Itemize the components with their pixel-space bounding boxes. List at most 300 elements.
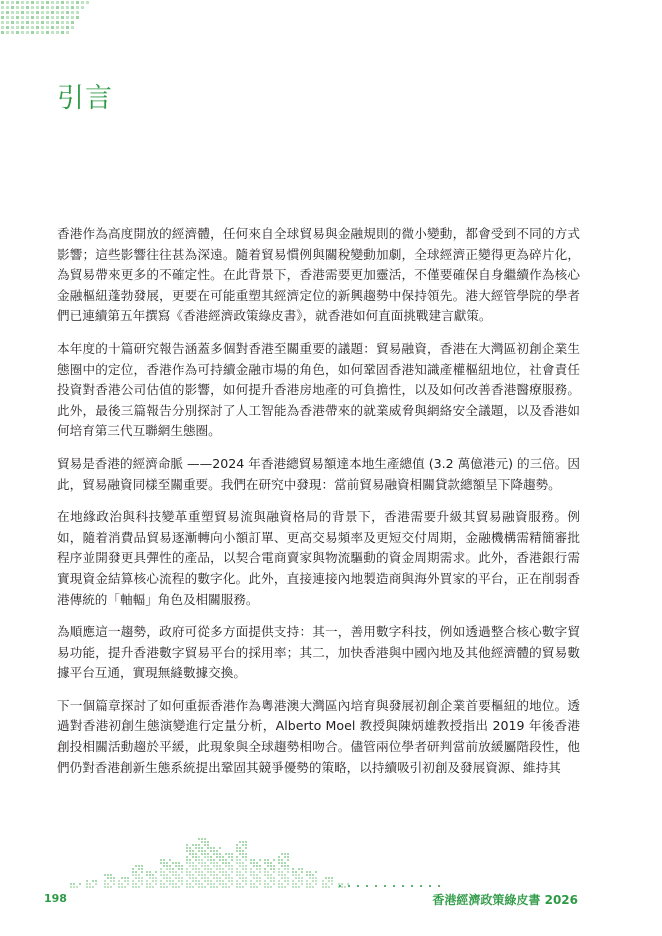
decorative-dot — [228, 856, 230, 858]
decorative-dot — [201, 874, 203, 876]
decorative-dot — [259, 880, 261, 882]
decorative-dot — [281, 871, 283, 873]
leader-dot — [420, 885, 422, 887]
decorative-dot — [245, 859, 247, 861]
decorative-dot — [79, 883, 81, 885]
decorative-dot — [253, 877, 255, 879]
decorative-dot — [216, 865, 218, 867]
decorative-dot — [6, 6, 9, 9]
decorative-dot — [113, 883, 115, 885]
decorative-dot — [231, 871, 233, 873]
decorative-dot — [204, 868, 206, 870]
decorative-dot — [160, 880, 162, 882]
decorative-dot — [325, 886, 327, 888]
decorative-dot — [256, 886, 258, 888]
decorative-dot — [26, 11, 29, 14]
decorative-dot — [71, 26, 74, 29]
decorative-dot — [46, 6, 49, 9]
decorative-dot — [31, 31, 34, 34]
decorative-dot — [245, 871, 247, 873]
decorative-dot — [278, 874, 280, 876]
paragraph: 下一個篇章探討了如何重振香港作為粵港澳大灣區內培育與發展初創企業首要樞紐的地位。透過對香港初創生態演變進行定量分析，Alberto Moel 教授與陳炳雄教授指出 2019 年後香港創投相關活動趨於平緩，此現象與全球趨勢相吻合。儘管兩位學者研判當前放緩屬階段性，他們仍對香港創新生態系統提出鞏固其競爭優勢的策略，以持續吸引初創及發展資源、維持其 — [57, 697, 580, 775]
decorative-dot — [181, 880, 183, 882]
decorative-dot — [186, 880, 188, 882]
decorative-dot — [239, 859, 241, 861]
decorative-dot — [178, 862, 180, 864]
decorative-dot — [270, 886, 272, 888]
decorative-dot — [86, 1, 89, 4]
decorative-dot — [242, 850, 244, 852]
decorative-dot — [189, 883, 191, 885]
decorative-dot — [51, 6, 54, 9]
publication-title: 香港經濟政策綠皮書 2026 — [432, 893, 578, 907]
decorative-dot — [242, 853, 244, 855]
decorative-dot — [141, 868, 143, 870]
decorative-dot — [107, 883, 109, 885]
decorative-dot — [207, 847, 209, 849]
decorative-dot — [250, 868, 252, 870]
decorative-dot — [141, 877, 143, 879]
decorative-dot — [135, 865, 137, 867]
decorative-dot — [160, 886, 162, 888]
decorative-dot — [36, 31, 39, 34]
decorative-dot — [169, 868, 171, 870]
decorative-dot — [287, 868, 289, 870]
decorative-dot — [189, 874, 191, 876]
decorative-dot — [16, 6, 19, 9]
decorative-dot — [219, 871, 221, 873]
decorative-dot — [207, 856, 209, 858]
leader-dot — [411, 885, 413, 887]
decorative-dot — [225, 853, 227, 855]
decorative-dot — [259, 859, 261, 861]
decorative-dot — [250, 883, 252, 885]
decorative-dot — [181, 868, 183, 870]
decorative-dot — [66, 31, 69, 34]
decorative-dot — [138, 868, 140, 870]
decorative-dot — [236, 874, 238, 876]
decorative-dot — [242, 874, 244, 876]
decorative-dot — [51, 31, 54, 34]
decorative-dot — [149, 874, 151, 876]
decorative-dot — [166, 880, 168, 882]
decorative-dot — [250, 871, 252, 873]
decorative-dot — [236, 868, 238, 870]
decorative-dot — [287, 871, 289, 873]
decorative-dot — [46, 31, 49, 34]
decorative-dot — [141, 871, 143, 873]
decorative-dot — [192, 886, 194, 888]
decorative-dot — [1, 26, 4, 29]
decorative-dot — [66, 16, 69, 19]
decorative-dot — [155, 880, 157, 882]
decorative-dot — [245, 856, 247, 858]
page-number: 198 — [44, 892, 67, 905]
decorative-dot — [242, 865, 244, 867]
decorative-dot — [169, 865, 171, 867]
decorative-dot — [298, 877, 300, 879]
decorative-dot — [46, 11, 49, 14]
decorative-dot — [213, 847, 215, 849]
decorative-dot — [181, 865, 183, 867]
decorative-dot — [278, 886, 280, 888]
decorative-dot — [76, 6, 79, 9]
decorative-dot — [204, 865, 206, 867]
decorative-dot — [76, 11, 79, 14]
decorative-dot — [287, 865, 289, 867]
decorative-dot — [36, 6, 39, 9]
decorative-dot — [61, 21, 64, 24]
decorative-dot — [216, 877, 218, 879]
decorative-dot — [245, 868, 247, 870]
decorative-dot — [213, 862, 215, 864]
decorative-dot — [89, 883, 91, 885]
decorative-dot — [51, 21, 54, 24]
decorative-dot — [331, 883, 333, 885]
decorative-dot — [256, 865, 258, 867]
decorative-dot — [66, 26, 69, 29]
decorative-dot — [95, 880, 97, 882]
decorative-dot — [135, 877, 137, 879]
decorative-dot — [204, 874, 206, 876]
decorative-dot — [231, 865, 233, 867]
decorative-dot — [192, 865, 194, 867]
decorative-dot — [36, 11, 39, 14]
decorative-dot — [264, 883, 266, 885]
decorative-dot — [312, 877, 314, 879]
decorative-dot — [253, 865, 255, 867]
decorative-dot — [219, 847, 221, 849]
decorative-dot — [309, 871, 311, 873]
decorative-dot — [236, 880, 238, 882]
decorative-dot — [61, 16, 64, 19]
decorative-dot — [66, 11, 69, 14]
decorative-dot — [166, 877, 168, 879]
decorative-dot — [204, 880, 206, 882]
decorative-dot — [192, 877, 194, 879]
decorative-dot — [204, 862, 206, 864]
decorative-dot — [201, 853, 203, 855]
decorative-dot — [259, 871, 261, 873]
decorative-dot — [198, 883, 200, 885]
decorative-dot — [172, 874, 174, 876]
decorative-dot — [278, 859, 280, 861]
decorative-dot — [56, 1, 59, 4]
decorative-dot — [198, 856, 200, 858]
decorative-dot — [239, 871, 241, 873]
decorative-dot — [201, 838, 203, 840]
decorative-dot — [51, 11, 54, 14]
decorative-dot — [281, 853, 283, 855]
decorative-dot — [207, 880, 209, 882]
decorative-dot — [169, 859, 171, 861]
decorative-dot — [76, 886, 78, 888]
decorative-dot — [21, 26, 24, 29]
decorative-dot — [210, 874, 212, 876]
decorative-dot — [132, 880, 134, 882]
decorative-dot — [21, 6, 24, 9]
decorative-dot — [135, 886, 137, 888]
decorative-dot — [127, 883, 129, 885]
decorative-dot — [284, 880, 286, 882]
decorative-dot — [242, 877, 244, 879]
decorative-dot — [201, 841, 203, 843]
decorative-dot — [210, 856, 212, 858]
decorative-dot — [66, 6, 69, 9]
decorative-dot — [195, 880, 197, 882]
decorative-dot — [166, 874, 168, 876]
decorative-dot — [213, 859, 215, 861]
decorative-dot — [36, 1, 39, 4]
decorative-dot — [169, 883, 171, 885]
decorative-dot — [198, 844, 200, 846]
decorative-dot — [198, 859, 200, 861]
decorative-dot — [207, 844, 209, 846]
decorative-dot — [298, 874, 300, 876]
decorative-dot — [71, 21, 74, 24]
decorative-dot — [222, 874, 224, 876]
decorative-dot — [259, 877, 261, 879]
decorative-dot — [31, 1, 34, 4]
decorative-dot — [281, 883, 283, 885]
decorative-dot — [201, 865, 203, 867]
decorative-dot — [189, 859, 191, 861]
decorative-dot — [207, 859, 209, 861]
decorative-dot — [278, 880, 280, 882]
decorative-dot — [236, 844, 238, 846]
decorative-dot — [73, 886, 75, 888]
decorative-dot — [236, 883, 238, 885]
decorative-dot — [281, 862, 283, 864]
decorative-dot — [284, 865, 286, 867]
decorative-dot — [70, 883, 72, 885]
decorative-dot — [284, 856, 286, 858]
decorative-dot — [309, 874, 311, 876]
decorative-dot — [89, 886, 91, 888]
decorative-dot — [250, 886, 252, 888]
decorative-dot — [287, 853, 289, 855]
decorative-dot — [21, 11, 24, 14]
decorative-dot — [186, 850, 188, 852]
decorative-dot — [192, 880, 194, 882]
decorative-dot — [256, 862, 258, 864]
decorative-dot — [189, 853, 191, 855]
decorative-dot — [113, 880, 115, 882]
decorative-dot — [204, 844, 206, 846]
decorative-dot — [278, 868, 280, 870]
decorative-dot — [281, 865, 283, 867]
paragraph: 貿易是香港的經濟命脈 ——2024 年香港總貿易額達本地生產總值 (3.2 萬億港元) 的三倍。因此，貿易融資同樣至關重要。我們在研究中發現：當前貿易融資相關貸款總額呈下降趨勢。 — [57, 455, 580, 492]
decorative-dot — [163, 886, 165, 888]
decorative-dot — [239, 841, 241, 843]
decorative-dot — [250, 880, 252, 882]
decorative-dot — [163, 862, 165, 864]
decorative-dot — [110, 877, 112, 879]
decorative-dot — [92, 886, 94, 888]
decorative-dot — [198, 874, 200, 876]
decorative-dot — [71, 11, 74, 14]
decorative-dot — [178, 868, 180, 870]
decorative-dot — [231, 877, 233, 879]
decorative-dot — [219, 853, 221, 855]
decorative-dot — [267, 859, 269, 861]
decorative-dot — [245, 877, 247, 879]
decorative-dot — [278, 856, 280, 858]
decorative-dot — [267, 871, 269, 873]
decorative-dot — [315, 883, 317, 885]
decorative-dot — [231, 853, 233, 855]
decorative-dot — [195, 853, 197, 855]
decorative-dot — [287, 877, 289, 879]
decorative-dot — [71, 1, 74, 4]
decorative-dot — [225, 871, 227, 873]
decorative-dot — [228, 862, 230, 864]
decorative-dot — [118, 880, 120, 882]
decorative-dot — [163, 865, 165, 867]
decorative-dot — [189, 847, 191, 849]
decorative-dot — [189, 886, 191, 888]
decorative-dot — [121, 883, 123, 885]
decorative-dot — [166, 868, 168, 870]
decorative-dot — [201, 871, 203, 873]
decorative-dot — [31, 21, 34, 24]
decorative-dot — [41, 6, 44, 9]
leader-dot — [384, 885, 386, 887]
decorative-dot — [287, 880, 289, 882]
decorative-dot — [236, 856, 238, 858]
decorative-dot — [172, 862, 174, 864]
decorative-dot — [175, 862, 177, 864]
decorative-dot — [273, 868, 275, 870]
decorative-dot — [16, 1, 19, 4]
decorative-dot — [11, 26, 14, 29]
decorative-dot — [166, 865, 168, 867]
decorative-dot — [46, 26, 49, 29]
decorative-dot — [175, 871, 177, 873]
decorative-dot — [1, 31, 4, 34]
decorative-dot — [6, 26, 9, 29]
decorative-dot — [292, 868, 294, 870]
decorative-dot — [278, 883, 280, 885]
decorative-dot — [1, 21, 4, 24]
decorative-dot — [228, 853, 230, 855]
decorative-dot — [95, 883, 97, 885]
decorative-dot — [216, 874, 218, 876]
decorative-dot — [295, 886, 297, 888]
decorative-dot — [127, 877, 129, 879]
leader-dot — [357, 885, 359, 887]
decorative-dot — [6, 1, 9, 4]
decorative-dot — [21, 21, 24, 24]
leader-dot — [429, 885, 431, 887]
decorative-dot — [328, 886, 330, 888]
decorative-dot — [186, 871, 188, 873]
decorative-dot — [219, 877, 221, 879]
decorative-dot — [56, 26, 59, 29]
decorative-dot — [284, 886, 286, 888]
decorative-dot — [11, 31, 14, 34]
decorative-dot — [6, 31, 9, 34]
decorative-dot — [210, 847, 212, 849]
decorative-dot — [222, 883, 224, 885]
decorative-dot — [195, 865, 197, 867]
decorative-dot — [201, 847, 203, 849]
decorative-dot — [264, 868, 266, 870]
decorative-dot — [26, 16, 29, 19]
decorative-dot — [309, 877, 311, 879]
decorative-dot — [61, 26, 64, 29]
decorative-dot — [41, 31, 44, 34]
decorative-dot — [186, 883, 188, 885]
decorative-dot — [228, 868, 230, 870]
decorative-dot — [92, 880, 94, 882]
decorative-dot — [135, 874, 137, 876]
decorative-dot — [213, 883, 215, 885]
decorative-dot — [172, 871, 174, 873]
decorative-dot — [56, 16, 59, 19]
decorative-dot — [231, 859, 233, 861]
decorative-dot — [204, 838, 206, 840]
decorative-dot — [267, 883, 269, 885]
decorative-dot — [295, 874, 297, 876]
decorative-dot — [146, 880, 148, 882]
decorative-dot — [242, 880, 244, 882]
decorative-dot — [121, 877, 123, 879]
decorative-dot — [216, 880, 218, 882]
decorative-dot — [256, 877, 258, 879]
decorative-dot — [138, 874, 140, 876]
decorative-dot — [146, 874, 148, 876]
decorative-dot — [207, 853, 209, 855]
decorative-dot — [71, 16, 74, 19]
decorative-dot — [207, 865, 209, 867]
decorative-dot — [186, 886, 188, 888]
decorative-dot — [267, 886, 269, 888]
decorative-dot — [41, 1, 44, 4]
decorative-dot — [41, 11, 44, 14]
decorative-dot — [46, 21, 49, 24]
decorative-dot — [231, 883, 233, 885]
decorative-dot — [270, 880, 272, 882]
leader-dot — [438, 885, 440, 887]
decorative-dot — [181, 871, 183, 873]
decorative-dot — [328, 880, 330, 882]
decorative-dot — [189, 850, 191, 852]
decorative-dot — [195, 868, 197, 870]
decorative-dot — [287, 883, 289, 885]
decorative-dot — [81, 6, 84, 9]
decorative-dot — [61, 6, 64, 9]
decorative-dot — [195, 847, 197, 849]
decorative-dot — [175, 886, 177, 888]
decorative-dot — [16, 16, 19, 19]
decorative-dot — [236, 850, 238, 852]
decorative-dot — [195, 859, 197, 861]
decorative-dot — [239, 877, 241, 879]
decorative-dot — [56, 11, 59, 14]
decorative-dot — [210, 871, 212, 873]
decorative-dot — [216, 862, 218, 864]
decorative-dot — [306, 871, 308, 873]
leader-dot — [402, 885, 404, 887]
decorative-dot — [36, 16, 39, 19]
decorative-dot — [242, 886, 244, 888]
decorative-dot — [51, 16, 54, 19]
decorative-dot — [312, 880, 314, 882]
decorative-dot — [11, 21, 14, 24]
decorative-dot — [36, 26, 39, 29]
paragraph: 為順應這一趨勢，政府可從多方面提供支持：其一，善用數字科技，例如透過整合核心數字貿易功能，提升香港數字貿易平台的採用率；其二，加快香港與中國內地及其他經濟體的貿易數據平台互通，實現無縫數據交換。 — [57, 624, 580, 681]
